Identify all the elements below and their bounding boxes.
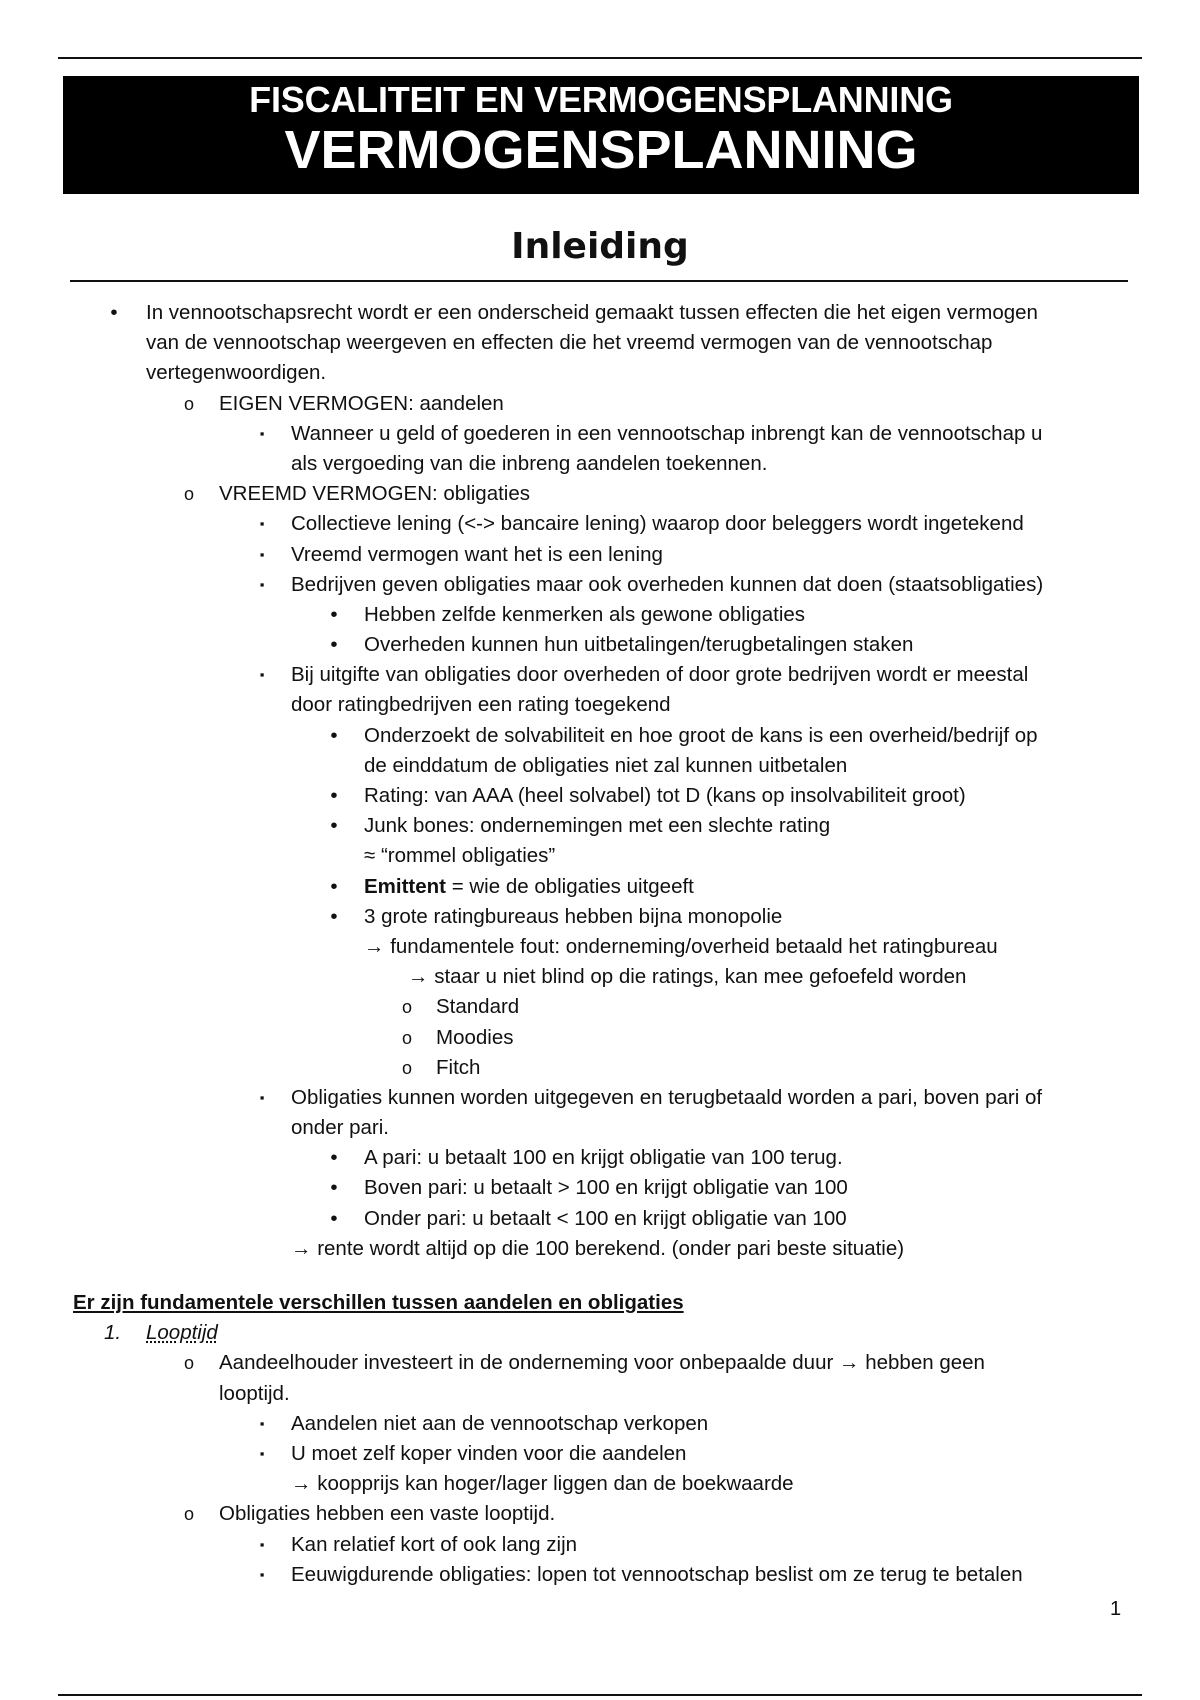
list-item-continuation: als vergoeding van die inbreng aandelen toekennen. <box>291 451 768 475</box>
list-item: o Fitch <box>0 1053 1200 1083</box>
square-marker: ▪ <box>259 576 265 592</box>
section-title: Er zijn fundamentele verschillen tussen aandelen en obligaties <box>73 1291 684 1314</box>
number-marker: 1. <box>104 1321 122 1345</box>
banner-subtitle: FISCALITEIT EN VERMOGENSPLANNING <box>249 79 953 120</box>
list-item: • In vennootschapsrecht wordt er een onderscheid gemaakt tussen effecten die het eigen vermogen <box>0 298 1200 328</box>
list-item: o Moodies <box>0 1023 1200 1053</box>
list-item-continuation: onder pari. <box>291 1116 390 1140</box>
list-item: ▪ Kan relatief kort of ook lang zijn <box>0 1530 1200 1560</box>
top-rule <box>58 57 1142 59</box>
list-item: • Overheden kunnen hun uitbetalingen/terugbetalingen staken <box>0 630 1200 660</box>
list-item: o Standard <box>0 992 1200 1022</box>
list-item-continuation: door ratingbedrijven een rating toegekend <box>291 693 671 717</box>
banner-title: VERMOGENSPLANNING <box>284 120 918 180</box>
circle-marker: o <box>401 997 412 1018</box>
circle-marker: o <box>183 484 194 505</box>
arrow-icon: → <box>291 1472 312 1496</box>
bullet-marker: • <box>330 1176 338 1200</box>
list-item: ▪ Bij uitgifte van obligaties door overheden of door grote bedrijven wordt er meestal <box>0 660 1200 690</box>
list-item: ▪ Vreemd vermogen want het is een lening <box>0 540 1200 570</box>
arrow-icon: → <box>839 1351 860 1375</box>
bullet-marker: • <box>330 874 338 898</box>
list-item-continuation: vertegenwoordigen. <box>146 361 327 385</box>
circle-marker: o <box>401 1057 412 1078</box>
list-item-continuation: looptijd. <box>219 1381 290 1405</box>
list-item-continuation: van de vennootschap weergeven en effecten die het vreemd vermogen van de vennootschap <box>146 331 993 355</box>
heading-rule <box>70 280 1128 282</box>
list-item: o Obligaties hebben een vaste looptijd. <box>0 1499 1200 1529</box>
list-item: • Emittent = wie de obligaties uitgeeft <box>0 872 1200 902</box>
list-item: • Onder pari: u betaalt < 100 en krijgt obligatie van 100 <box>0 1204 1200 1234</box>
square-marker: ▪ <box>259 1415 265 1431</box>
list-item: • Rating: van AAA (heel solvabel) tot D (kans op insolvabiliteit groot) <box>0 781 1200 811</box>
bullet-marker: • <box>330 904 338 928</box>
list-item: o VREEMD VERMOGEN: obligaties <box>0 479 1200 509</box>
square-marker: ▪ <box>259 1445 265 1461</box>
circle-marker: o <box>183 393 194 414</box>
emittent-term: Emittent <box>364 874 446 898</box>
circle-marker: o <box>183 1504 194 1525</box>
bullet-marker: • <box>330 814 338 838</box>
arrow-icon: → <box>364 934 385 958</box>
list-item: ▪ Bedrijven geven obligaties maar ook overheden kunnen dat doen (staatsobligaties) <box>0 570 1200 600</box>
bottom-rule <box>58 1694 1142 1696</box>
square-marker: ▪ <box>259 516 265 532</box>
list-item: ▪ Eeuwigdurende obligaties: lopen tot vennootschap beslist om ze terug te betalen <box>0 1560 1200 1590</box>
bullet-marker: • <box>330 784 338 807</box>
title-banner <box>63 76 1139 194</box>
list-item: ▪ Collectieve lening (<-> bancaire lening) waarop door beleggers wordt ingetekend <box>0 509 1200 539</box>
numbered-item: 1. Looptijd <box>0 1318 1200 1348</box>
list-item: ▪ Wanneer u geld of goederen in een vennootschap inbrengt kan de vennootschap u <box>0 419 1200 449</box>
arrow-line: → koopprijs kan hoger/lager liggen dan de boekwaarde <box>291 1472 794 1496</box>
bullet-marker: • <box>330 1146 338 1170</box>
arrow-line: → staar u niet blind op die ratings, kan mee gefoefeld worden <box>408 965 967 989</box>
list-item: ▪ Aandelen niet aan de vennootschap verkopen <box>0 1409 1200 1439</box>
arrow-icon: → <box>408 965 429 989</box>
list-item-continuation: de einddatum de obligaties niet zal kunnen uitbetalen <box>364 753 848 777</box>
list-item: ▪ U moet zelf koper vinden voor die aandelen <box>0 1439 1200 1469</box>
list-item: ▪ Obligaties kunnen worden uitgegeven en terugbetaald worden a pari, boven pari of <box>0 1083 1200 1113</box>
arrow-line: → rente wordt altijd op die 100 berekend. (onder pari beste situatie) <box>291 1236 905 1260</box>
page-number: 1 <box>1110 1598 1122 1620</box>
list-item: • A pari: u betaalt 100 en krijgt obligatie van 100 terug. <box>0 1143 1200 1173</box>
square-marker: ▪ <box>259 667 265 683</box>
square-marker: ▪ <box>259 425 265 441</box>
list-item: • Junk bones: ondernemingen met een slechte rating <box>0 811 1200 841</box>
bullet-marker: • <box>330 1206 338 1230</box>
bullet-marker: • <box>330 633 338 657</box>
square-marker: ▪ <box>259 1089 265 1105</box>
list-item: • Boven pari: u betaalt > 100 en krijgt obligatie van 100 <box>0 1173 1200 1203</box>
list-item: o EIGEN VERMOGEN: aandelen <box>0 389 1200 419</box>
arrow-icon: → <box>291 1236 312 1260</box>
arrow-line: → fundamentele fout: onderneming/overheid betaald het ratingbureau <box>364 934 998 958</box>
list-item: • Onderzoekt de solvabiliteit en hoe groot de kans is een overheid/bedrijf op <box>0 721 1200 751</box>
list-item-continuation: ≈ “rommel obligaties” <box>364 844 556 868</box>
section-heading: Inleiding <box>511 226 689 267</box>
bullet-marker: • <box>330 602 338 626</box>
list-item: • Hebben zelfde kenmerken als gewone obligaties <box>0 600 1200 630</box>
square-marker: ▪ <box>259 1536 265 1552</box>
circle-marker: o <box>401 1027 412 1048</box>
square-marker: ▪ <box>259 546 265 562</box>
document-body <box>0 298 1200 1590</box>
list-item: o Aandeelhouder investeert in de onderneming voor onbepaalde duur → hebben geen <box>0 1348 1200 1378</box>
square-marker: ▪ <box>259 1566 265 1582</box>
bullet-marker: • <box>110 301 118 324</box>
list-item: • 3 grote ratingbureaus hebben bijna monopolie <box>0 902 1200 932</box>
bullet-marker: • <box>330 723 338 747</box>
circle-marker: o <box>183 1353 194 1374</box>
